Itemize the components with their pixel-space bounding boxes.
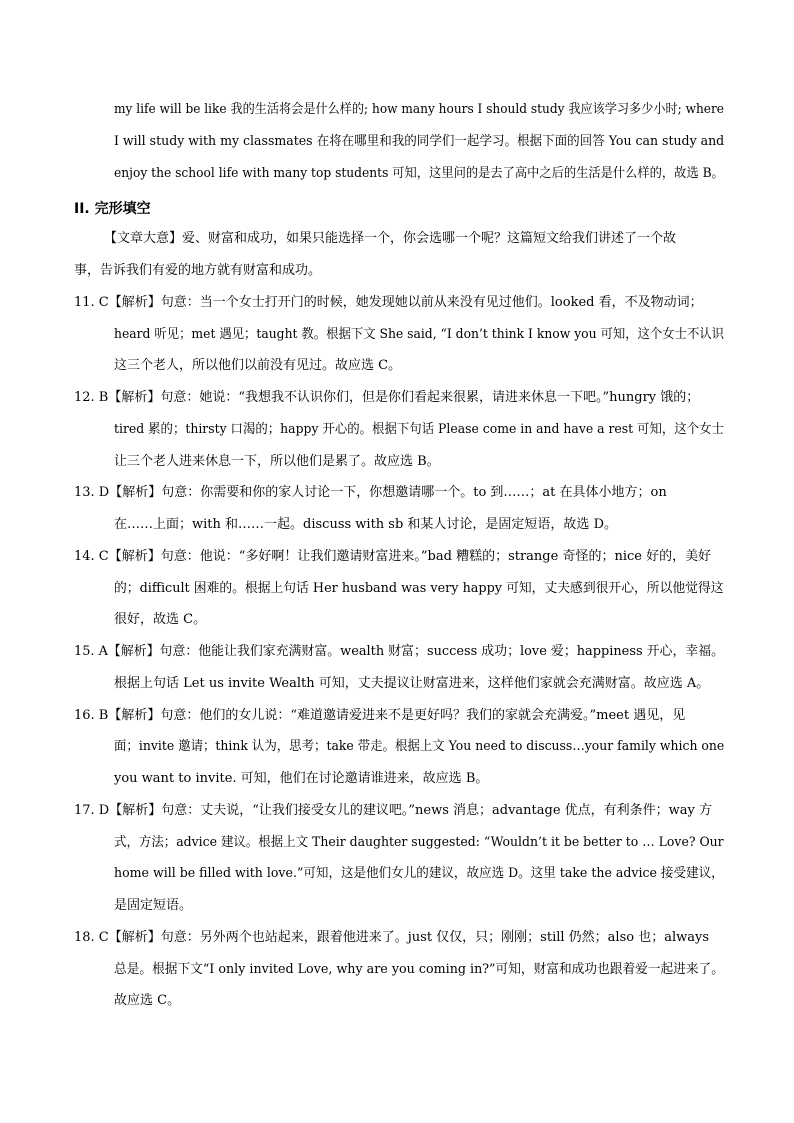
text-line: you want to invite. 可知，他们在讨论邀请谁进来，故应选 B。 xyxy=(114,771,489,786)
text-line: tired 累的；thirsty 口渴的；happy 开心的。根据下句话 Please come in and have a rest 可知，这个女士 xyxy=(114,422,724,437)
text-line: 事，告诉我们有爱的地方就有财富和成功。 xyxy=(74,263,322,278)
text-line: 式，方法；advice 建议。根据上文 Their daughter suggested: “Wouldn’t it be better to … Love? Our xyxy=(114,835,724,850)
text-line: 【文章大意】爱、财富和成功，如果只能选择一个，你会选哪一个呢？这篇短文给我们讲述了一个故 xyxy=(104,231,677,246)
text-line: enjoy the school life with many top students 可知，这里问的是去了高中之后的生活是什么样的，故选 B。 xyxy=(114,166,724,181)
text-line: 18. C【解析】句意：另外两个也站起来，跟着他进来了。just 仅仅，只；刚刚；still 仍然；also 也；always xyxy=(74,930,710,945)
text-line: 是固定短语。 xyxy=(114,898,193,913)
text-line: 14. C【解析】句意：他说：“多好啊！让我们邀请财富进来。”bad 糟糕的；strange 奇怪的；nice 好的，美好 xyxy=(74,549,712,564)
text-line: 17. D【解析】句意：丈夫说，“让我们接受女儿的建议吧。”news 消息；advantage 优点，有利条件；way 方 xyxy=(74,803,713,818)
text-line: 故应选 C。 xyxy=(114,993,181,1008)
text-line: 13. D【解析】句意：你需要和你的家人讨论一下，你想邀请哪一个。to 到……；at 在具体小地方；on xyxy=(74,485,667,500)
text-line: 让三个老人进来休息一下，所以他们是累了。故应选 B。 xyxy=(114,454,440,469)
text-line: 11. C【解析】句意：当一个女士打开门的时候，她发现她以前从来没有见过他们。looked 看，不及物动词； xyxy=(74,295,703,310)
text-line: 12. B【解析】句意：她说：“我想我不认识你们，但是你们看起来很累，请进来休息一下吧。”hungry 饿的； xyxy=(74,390,700,405)
text-line: 这三个老人，所以他们以前没有见过。故应选 C。 xyxy=(114,358,402,373)
text-line: 根据上句话 Let us invite Wealth 可知，丈夫提议让财富进来，这样他们家就会充满财富。故应选 A。 xyxy=(114,676,710,691)
section-heading: II. 完形填空 xyxy=(74,201,151,217)
text-line: 的；difficult 困难的。根据上句话 Her husband was very happy 可知，丈夫感到很开心，所以他觉得这 xyxy=(114,581,724,596)
text-line: I will study with my classmates 在将在哪里和我的同学们一起学习。根据下面的回答 You can study and xyxy=(114,134,725,149)
text-line: home will be filled with love.”可知，这是他们女儿的建议，故应选 D。这里 take the advice 接受建议， xyxy=(114,866,724,881)
text-line: 总是。根据下文“I only invited Love, why are you coming in?”可知，财富和成功也跟着爱一起进来了。 xyxy=(114,962,724,977)
text-line: my life will be like 我的生活将会是什么样的; how many hours I should study 我应该学习多少小时; where xyxy=(114,102,724,117)
text-line: 16. B【解析】句意：他们的女儿说：“难道邀请爱进来不是更好吗？我们的家就会充满爱。”meet 遇见，见 xyxy=(74,708,686,723)
text-line: 15. A【解析】句意：他能让我们家充满财富。wealth 财富；success 成功；love 爱；happiness 开心，幸福。 xyxy=(74,644,725,659)
text-line: 很好，故选 C。 xyxy=(114,612,207,627)
text-line: heard 听见；met 遇见；taught 教。根据下文 She said, “I don’t think I know you 可知，这个女士不认识 xyxy=(114,327,725,342)
text-line: 在……上面；with 和……一起。discuss with sb 和某人讨论，是固定短语，故选 D。 xyxy=(114,517,617,532)
text-line: 面；invite 邀请；think 认为，思考；take 带走。根据上文 You need to discuss…your family which one xyxy=(114,739,725,754)
